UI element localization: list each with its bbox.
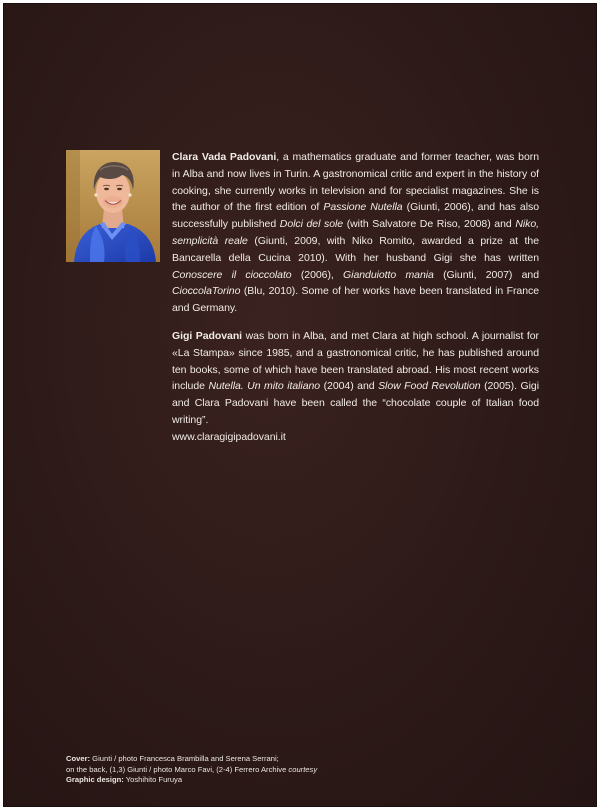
portrait-image [66,150,160,262]
bio-text: (2005). Gigi and Clara Padovani have been called the “chocolate couple of Italian food writing”. [172,380,539,426]
book-title: Dolci del sole [279,218,344,231]
book-title: Niko, semplicità reale [172,218,539,247]
bio-text: , a mathematics graduate and former teacher, was born in Alba and now lives in Turin. A gastronomical critic and expert in the history of cooking, she currently works in television and for specialist magazines. She is the author of the first edition of [172,151,539,214]
author2-name: Gigi Padovani [172,329,243,342]
book-title: Gianduiotto mania [343,268,434,281]
photo-credits [66,754,566,786]
book-title: Passione Nutella [323,201,403,214]
bio-text: (Giunti, 2006), and has also successfully published [172,201,539,231]
cover-credit-line [66,754,566,765]
author-biography [172,149,539,446]
bio-text: (Giunti, 2007) and [433,268,539,281]
gigi-bio-paragraph [172,328,539,429]
author1-name: Clara Vada Padovani [172,151,277,163]
design-credit-line [66,775,566,786]
bio-text: (with Salvatore De Riso, 2008) and [343,218,516,231]
author-portrait-photo [66,150,160,262]
book-title: Nutella. Un mito italiano [208,380,321,393]
website-link[interactable]: www.claragigipadovani.it [172,430,286,443]
back-credit-line [66,765,566,776]
bio-text: was born in Alba, and met Clara at high school. A journalist for «La Stampa» since 1985, and a gastronomical critic, he has published around ten books, some of which have been translated abroad. His most recent works include [172,329,539,393]
clara-bio-paragraph [172,149,539,317]
courtesy-text: courtesy [288,764,318,774]
back-credit-text: on the back, (1,3) Giunti / photo Marco Favi, (2-4) Ferrero Archive [66,764,289,774]
book-title: Slow Food Revolution [378,380,481,393]
back-cover-page [3,3,597,807]
book-title: CioccolaTorino [172,285,241,298]
cover-label: Cover: [66,754,91,763]
design-credit-text: Yoshihito Furuya [123,775,183,785]
bio-text: (2006), [291,268,344,281]
bio-text: (2004) and [320,380,379,393]
book-title: Conoscere il cioccolato [172,268,292,281]
design-label: Graphic design: [66,775,124,785]
cover-credit-text: Giunti / photo Francesca Brambilla and Serena Serrani; [90,754,279,763]
bio-text: (Blu, 2010). Some of her works have been translated in France and Germany. [172,285,539,315]
bio-text: (Giunti, 2009, with Niko Romito, awarded a prize at the Bancarella della Cucina 2010). With her husband Gigi she has written [172,234,539,264]
